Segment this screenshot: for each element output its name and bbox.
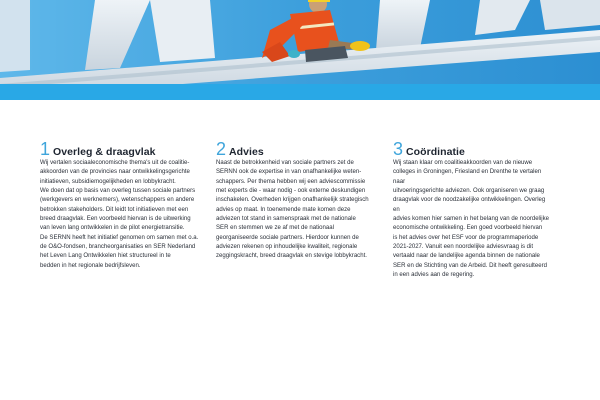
section-body: Wij staan klaar om coalitieakkoorden van de nieuwe colleges in Groningen, Friesland en Drenthe te vertalen naar uitvoeringsgerichte adviezen. Ook organiseren we graag draagvlak voor de noodzakelijke ontwikkelingen. Overleg en advies komen hier samen in het belang van de noordelijke economische ontwikkeling. Een goed voorbeeld hiervan is het advies over het ESF voor de programmaperiode 2021-2027. Vanuit een noordelijke adviesvraag is dit vertaald naar de landelijke agenda binnen de nationale SER en de Stichting van de Arbeid. Dit heeft geresulteerd in een advies aan de regering. [393,160,549,279]
section-title: Coördinatie [406,146,465,158]
section-body: Wij vertalen sociaaleconomische thema's uit de coalitie- akkoorden van de provincies naar ontwikkelingsgerichte initiatieven, subsidiemogelijkheden en lobbykracht. We doen dat op basis van overleg tussen sociale partners (werkgevers en werknemers), wetenschappers en andere betrokken stakeholders. Dit leidt tot initiatieven met een breed draagvlak. Een voorbeeld hiervan is de uitwerking van leven lang ontwikkelen in de pilot energietransitie. De SERNN heeft het initiatief genomen om samen met o.a. de O&O-fondsen, brancheorganisaties en SER Nederland het Leven Lang Ontwikkelen hiet structureel in te bedden in het regionale bedrijfsleven. [40,160,199,269]
section-coordinatie [393,140,553,280]
section-body: Naast de betrokkenheid van sociale partners zet de SERNN ook de expertise in van onafhankelijke weten- schappers. Per thema hebben wij een adviescommissie met experts die - waar nodig - ook externe deskundigen inschakelen. Overheden krijgen onafhankelijk strategisch advies op maat. In toenemende mate komen deze adviezen tot stand in samenspraak met de nationale SER en stemmen we ze af met de nationaal georganiseerde sociale partners. Hierdoor kunnen de adviezen rekenen op inhoudelijke kwaliteit, regionale zeggingskracht, breed draagvlak en stevige lobbykracht. [216,160,369,260]
section-number: 1 [40,139,51,159]
section-heading [40,140,200,158]
content-columns [40,140,568,320]
section-number: 2 [216,139,227,159]
hero-photo [0,0,600,100]
section-heading [216,140,376,158]
banner-strip [0,84,600,100]
section-heading [393,140,553,158]
section-overleg [40,140,200,271]
section-advies [216,140,376,262]
section-title: Advies [229,146,264,158]
section-title: Overleg & draagvlak [53,146,156,158]
section-number: 3 [393,139,404,159]
